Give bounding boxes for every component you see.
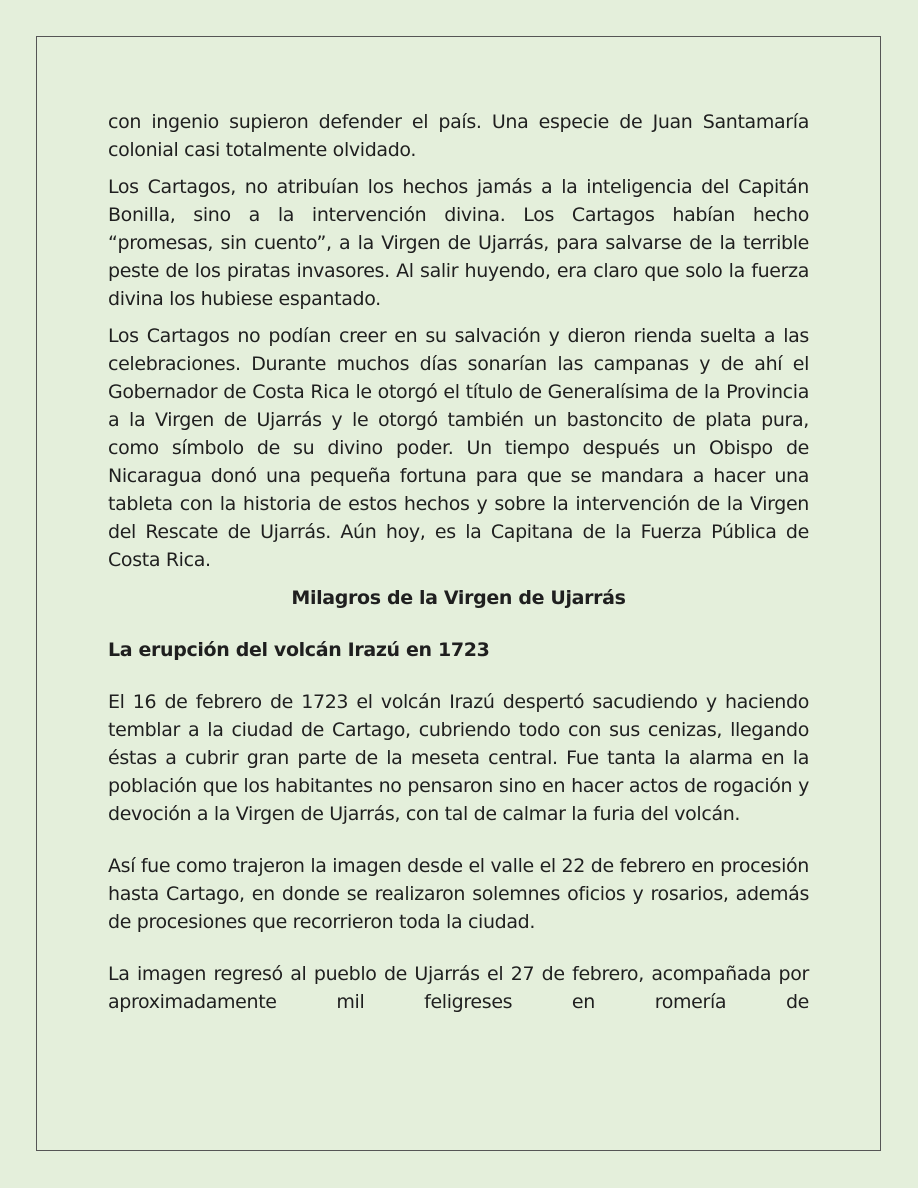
subsection-title: La erupción del volcán Irazú en 1723 — [108, 639, 490, 661]
paragraph: El 16 de febrero de 1723 el volcán Irazú despertó sacudiendo y haciendo temblar a la ciudad de Cartago, cubriendo todo con sus cenizas, llegando éstas a cubrir gran parte de la meseta central. Fue tanta la alarma en la población que los habitantes no pensaron sino en hacer actos de rogación y devoción a la Virgen de Ujarrás, con tal de calmar la furia del volcán. — [108, 691, 809, 825]
paragraph: Los Cartagos, no atribuían los hechos jamás a la inteligencia del Capitán Bonilla, sino a la intervención divina. Los Cartagos habían hecho “promesas, sin cuento”, a la Virgen de Ujarrás, para salvarse de la terrible peste de los piratas invasores. Al salir huyendo, era claro que solo la fuerza divina los hubiese espantado. — [108, 176, 809, 310]
paragraph: Así fue como trajeron la imagen desde el valle el 22 de febrero en procesión hasta Cartago, en donde se realizaron solemnes oficios y rosarios, además de procesiones que recorrieron toda la ciudad. — [108, 855, 809, 933]
paragraph: La imagen regresó al pueblo de Ujarrás el 27 de febrero, acompañada por aproximadamente mil feligreses en romería de — [108, 963, 809, 1013]
section-title: Milagros de la Virgen de Ujarrás — [291, 587, 626, 609]
paragraph: con ingenio supieron defender el país. Una especie de Juan Santamaría colonial casi totalmente olvidado. — [108, 111, 809, 161]
paragraph: Los Cartagos no podían creer en su salvación y dieron rienda suelta a las celebraciones. Durante muchos días sonarían las campanas y de ahí el Gobernador de Costa Rica le otorgó el título de Generalísima de la Provincia a la Virgen de Ujarrás y le otorgó también un bastoncito de plata pura, como símbolo de su divino poder. Un tiempo después un Obispo de Nicaragua donó una pequeña fortuna para que se mandara a hacer una tableta con la historia de estos hechos y sobre la intervención de la Virgen del Rescate de Ujarrás. Aún hoy, es la Capitana de la Fuerza Pública de Costa Rica. — [108, 325, 809, 571]
document-body — [108, 108, 809, 1016]
